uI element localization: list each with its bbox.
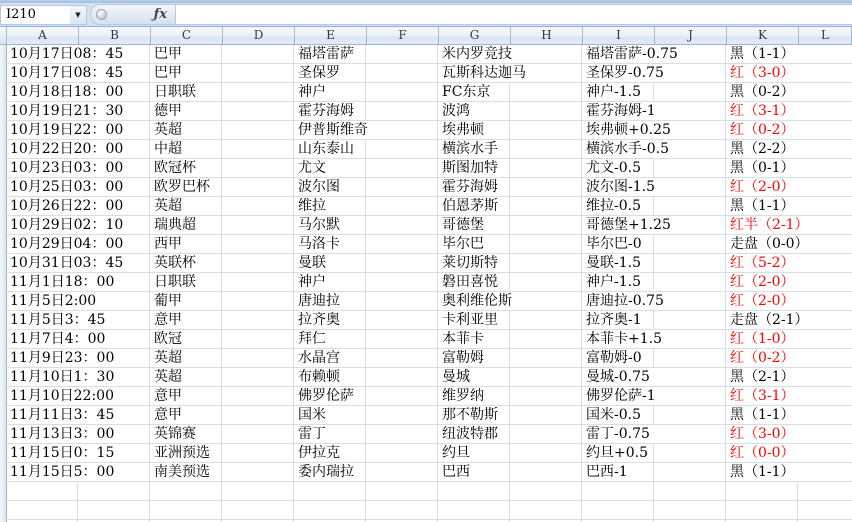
cell-handicap[interactable]: 哥德堡+1.25	[583, 216, 676, 234]
cell-league[interactable]: 日职联	[151, 273, 201, 291]
cell-league[interactable]: 意甲	[151, 387, 187, 405]
cell-result[interactable]: 红（0-0）	[727, 444, 800, 462]
cell-league[interactable]: 意甲	[151, 406, 187, 424]
cell-league[interactable]: 葡甲	[151, 292, 187, 310]
cell-result[interactable]: 黑（2-2）	[727, 140, 800, 158]
cell-datetime[interactable]: 10月17日08：45	[7, 64, 128, 82]
cell-result[interactable]: 红（3-1）	[727, 387, 800, 405]
table-row	[7, 349, 852, 368]
cell-handicap[interactable]: 拉齐奥-1	[583, 311, 647, 329]
column-header-E[interactable]: E	[295, 27, 367, 45]
cell-handicap[interactable]: 毕尔巴-0	[583, 235, 647, 253]
cell-handicap[interactable]: 埃弗顿+0.25	[583, 121, 676, 139]
cell-away-team[interactable]: 巴西	[439, 463, 475, 481]
cell-league[interactable]: 英超	[151, 197, 187, 215]
cell-result[interactable]: 红（3-0）	[727, 64, 800, 82]
cell-handicap[interactable]: 富勒姆-0	[583, 349, 647, 367]
cell-result[interactable]: 黑（1-1）	[727, 197, 800, 215]
table-row	[7, 197, 852, 216]
cell-handicap[interactable]: 曼城-0.75	[583, 368, 655, 386]
cell-datetime[interactable]: 11月7日4：00	[7, 330, 110, 348]
cell-datetime[interactable]: 11月15日0：15	[7, 444, 119, 462]
column-header-row	[0, 27, 852, 45]
cell-handicap[interactable]: 巴西-1	[583, 463, 633, 481]
cell-handicap[interactable]: 维拉-0.5	[583, 197, 646, 215]
cell-datetime[interactable]: 10月19日21：30	[7, 102, 128, 120]
cell-datetime[interactable]: 10月23日03：00	[7, 159, 128, 177]
cell-datetime[interactable]: 10月22日20：00	[7, 140, 128, 158]
table-row	[7, 159, 852, 178]
cell-away-team[interactable]: 曼城	[439, 368, 475, 386]
table-row	[7, 235, 852, 254]
cell-datetime[interactable]: 11月15日5：00	[7, 463, 119, 481]
cell-away-team[interactable]: 奥利维伦斯	[439, 292, 517, 310]
cell-league[interactable]: 英锦赛	[151, 425, 201, 443]
cell-datetime[interactable]: 11月10日1：30	[7, 368, 119, 386]
cell-away-team[interactable]: 米内罗竞技	[439, 45, 517, 63]
cell-home-team[interactable]: 布赖顿	[295, 368, 345, 386]
cell-handicap[interactable]: 约旦+0.5	[583, 444, 653, 462]
cell-league[interactable]: 南美预选	[151, 463, 215, 481]
cell-datetime[interactable]: 11月9日23：00	[7, 349, 119, 367]
table-row	[7, 178, 852, 197]
table-row	[7, 368, 852, 387]
table-row	[7, 387, 852, 406]
formula-input[interactable]	[176, 4, 852, 25]
cell-handicap[interactable]: 横滨水手-0.5	[583, 140, 674, 158]
cell-home-team[interactable]: 曼联	[295, 254, 331, 272]
cell-handicap[interactable]: 神户-1.5	[583, 273, 646, 291]
cell-home-team[interactable]: 神户	[295, 273, 331, 291]
cell-datetime[interactable]: 11月5日2:00	[7, 292, 101, 310]
cell-datetime[interactable]: 10月18日18：00	[7, 83, 128, 101]
table-row	[7, 444, 852, 463]
cell-home-team[interactable]: 拉齐奥	[295, 311, 345, 329]
insert-function-ball-icon[interactable]	[96, 9, 107, 20]
insert-function-area	[90, 4, 176, 25]
table-row	[7, 83, 852, 102]
cell-datetime[interactable]: 11月1日18：00	[7, 273, 119, 291]
cell-home-team[interactable]: 委内瑞拉	[295, 463, 359, 481]
cell-result[interactable]: 红（3-0）	[727, 425, 800, 443]
cell-result[interactable]: 黑（0-1）	[727, 159, 800, 177]
cell-league[interactable]: 德甲	[151, 102, 187, 120]
table-row	[7, 121, 852, 140]
table-row	[7, 406, 852, 425]
cell-home-team[interactable]: 维拉	[295, 197, 331, 215]
cell-home-team[interactable]: 马洛卡	[295, 235, 345, 253]
column-header-A[interactable]: A	[7, 27, 79, 45]
cell-handicap[interactable]: 唐迪拉-0.75	[583, 292, 669, 310]
chevron-down-icon: ▼	[75, 10, 81, 19]
column-header-C[interactable]: C	[151, 27, 223, 45]
cell-home-team[interactable]: 伊普斯维奇	[295, 121, 373, 139]
cell-home-team[interactable]: 雷丁	[295, 425, 331, 443]
cell-home-team[interactable]: 水晶宫	[295, 349, 345, 367]
cell-datetime[interactable]: 11月5日3：45	[7, 311, 110, 329]
fx-icon[interactable]: ƒx	[153, 7, 167, 22]
cell-home-team[interactable]: 佛罗伦萨	[295, 387, 359, 405]
table-row	[7, 254, 852, 273]
empty-row[interactable]	[7, 482, 852, 501]
cell-league[interactable]: 中超	[151, 140, 187, 158]
cell-home-team[interactable]: 福塔雷萨	[295, 45, 359, 63]
cell-away-team[interactable]: 维罗纳	[439, 387, 489, 405]
cell-datetime[interactable]: 10月29日02：10	[7, 216, 128, 234]
cell-home-team[interactable]: 霍芬海姆	[295, 102, 359, 120]
cell-away-team[interactable]: 纽波特郡	[439, 425, 503, 443]
cell-datetime[interactable]: 10月26日22：00	[7, 197, 128, 215]
cell-handicap[interactable]: 神户-1.5	[583, 83, 646, 101]
cell-away-team[interactable]: 埃弗顿	[439, 121, 489, 139]
cell-home-team[interactable]: 拜仁	[295, 330, 331, 348]
cell-away-team[interactable]: 卡利亚里	[439, 311, 503, 329]
table-row	[7, 425, 852, 444]
cell-datetime[interactable]: 10月29日04：00	[7, 235, 128, 253]
cell-away-team[interactable]: FC东京	[439, 83, 495, 101]
cell-league[interactable]: 欧冠	[151, 330, 187, 348]
cell-away-team[interactable]: 横滨水手	[439, 140, 503, 158]
cell-result[interactable]: 红（5-2）	[727, 254, 800, 272]
cell-handicap[interactable]: 波尔图-1.5	[583, 178, 660, 196]
cell-away-team[interactable]: 磐田喜悦	[439, 273, 503, 291]
cell-datetime[interactable]: 11月10日22:00	[7, 387, 119, 405]
cell-away-team[interactable]: 约旦	[439, 444, 475, 462]
cell-league[interactable]: 意甲	[151, 311, 187, 329]
cell-result[interactable]: 黑（1-1）	[727, 45, 800, 63]
cell-result[interactable]: 黑（2-1）	[727, 368, 800, 386]
table-row	[7, 45, 852, 64]
cell-handicap[interactable]: 本菲卡+1.5	[583, 330, 667, 348]
cell-handicap[interactable]: 圣保罗-0.75	[583, 64, 669, 82]
cell-away-team[interactable]: 波鸿	[439, 102, 475, 120]
cell-handicap[interactable]: 曼联-1.5	[583, 254, 646, 272]
cell-league[interactable]: 欧罗巴杯	[151, 178, 215, 196]
cell-away-team[interactable]: 莱切斯特	[439, 254, 503, 272]
column-header-J[interactable]: J	[655, 27, 727, 45]
cell-home-team[interactable]: 尤文	[295, 159, 331, 177]
cell-home-team[interactable]: 马尔默	[295, 216, 345, 234]
cell-away-team[interactable]: 霍芬海姆	[439, 178, 503, 196]
cell-away-team[interactable]: 伯恩茅斯	[439, 197, 503, 215]
cell-result[interactable]: 红（2-0）	[727, 178, 800, 196]
cell-league[interactable]: 亚洲预选	[151, 444, 215, 462]
cell-result[interactable]: 黑（1-1）	[727, 406, 800, 424]
empty-row[interactable]	[7, 501, 852, 520]
cell-league[interactable]: 巴甲	[151, 64, 187, 82]
cell-league[interactable]: 西甲	[151, 235, 187, 253]
table-row	[7, 292, 852, 311]
cell-datetime[interactable]: 11月13日3：00	[7, 425, 119, 443]
cell-handicap[interactable]: 霍芬海姆-1	[583, 102, 661, 120]
cell-league[interactable]: 巴甲	[151, 45, 187, 63]
cell-league[interactable]: 英超	[151, 121, 187, 139]
column-header-G[interactable]: G	[439, 27, 511, 45]
table-row	[7, 330, 852, 349]
cell-away-team[interactable]: 那不勒斯	[439, 406, 503, 424]
cell-handicap[interactable]: 福塔雷萨-0.75	[583, 45, 683, 63]
cell-away-team[interactable]: 斯图加特	[439, 159, 503, 177]
cell-away-team[interactable]: 瓦斯科达迦马	[439, 64, 531, 82]
table-row	[7, 463, 852, 482]
cell-datetime[interactable]: 10月25日03：00	[7, 178, 128, 196]
cell-league[interactable]: 欧冠杯	[151, 159, 201, 177]
cell-away-team[interactable]: 毕尔巴	[439, 235, 489, 253]
cell-result[interactable]: 红半（2-1）	[727, 216, 814, 234]
cell-home-team[interactable]: 圣保罗	[295, 64, 345, 82]
cell-result[interactable]: 黑（0-2）	[727, 83, 800, 101]
cell-league[interactable]: 英超	[151, 368, 187, 386]
cell-result[interactable]: 红（2-0）	[727, 292, 800, 310]
name-box-dropdown-button[interactable]	[70, 5, 87, 25]
cell-result[interactable]: 黑（1-1）	[727, 463, 800, 481]
table-row	[7, 216, 852, 235]
cell-result[interactable]: 红（0-2）	[727, 121, 800, 139]
cell-result[interactable]: 红（2-0）	[727, 273, 800, 291]
cell-home-team[interactable]: 神户	[295, 83, 331, 101]
column-header-I[interactable]: I	[583, 27, 655, 45]
cell-datetime[interactable]: 10月17日08：45	[7, 45, 128, 63]
column-header-H[interactable]: H	[511, 27, 583, 45]
cell-result[interactable]: 走盘（2-1）	[727, 311, 814, 329]
cell-home-team[interactable]: 波尔图	[295, 178, 345, 196]
cell-league[interactable]: 瑞典超	[151, 216, 201, 234]
column-header-D[interactable]: D	[223, 27, 295, 45]
cell-handicap[interactable]: 雷丁-0.75	[583, 425, 655, 443]
cell-league[interactable]: 日职联	[151, 83, 201, 101]
name-box[interactable]: I210	[0, 5, 70, 25]
cell-away-team[interactable]: 哥德堡	[439, 216, 489, 234]
spreadsheet-grid	[0, 45, 852, 522]
table-row	[7, 64, 852, 83]
cell-home-team[interactable]: 唐迪拉	[295, 292, 345, 310]
table-row	[7, 140, 852, 159]
cell-league[interactable]: 英超	[151, 349, 187, 367]
cell-home-team[interactable]: 山东泰山	[295, 140, 359, 158]
cell-handicap[interactable]: 佛罗伦萨-1	[583, 387, 661, 405]
cell-datetime[interactable]: 10月19日22：00	[7, 121, 128, 139]
table-row	[7, 311, 852, 330]
column-header-L[interactable]: L	[799, 27, 852, 45]
cell-handicap[interactable]: 尤文-0.5	[583, 159, 646, 177]
cell-result[interactable]: 红（3-1）	[727, 102, 800, 120]
cell-datetime[interactable]: 11月11日3：45	[7, 406, 119, 424]
cell-league[interactable]: 英联杯	[151, 254, 201, 272]
select-all-corner[interactable]	[0, 27, 7, 45]
formula-bar-row	[0, 3, 852, 27]
cell-home-team[interactable]: 国米	[295, 406, 331, 424]
cell-result[interactable]: 走盘（0-0）	[727, 235, 814, 253]
cell-handicap[interactable]: 国米-0.5	[583, 406, 646, 424]
table-row	[7, 273, 852, 292]
column-header-K[interactable]: K	[727, 27, 799, 45]
cell-away-team[interactable]: 本菲卡	[439, 330, 489, 348]
cell-datetime[interactable]: 10月31日03：45	[7, 254, 128, 272]
table-row	[7, 102, 852, 121]
cell-away-team[interactable]: 富勒姆	[439, 349, 489, 367]
cell-home-team[interactable]: 伊拉克	[295, 444, 345, 462]
cell-result[interactable]: 红（1-0）	[727, 330, 800, 348]
row-header-strip[interactable]	[0, 45, 7, 522]
column-header-F[interactable]: F	[367, 27, 439, 45]
cell-result[interactable]: 红（0-2）	[727, 349, 800, 367]
column-header-B[interactable]: B	[79, 27, 151, 45]
